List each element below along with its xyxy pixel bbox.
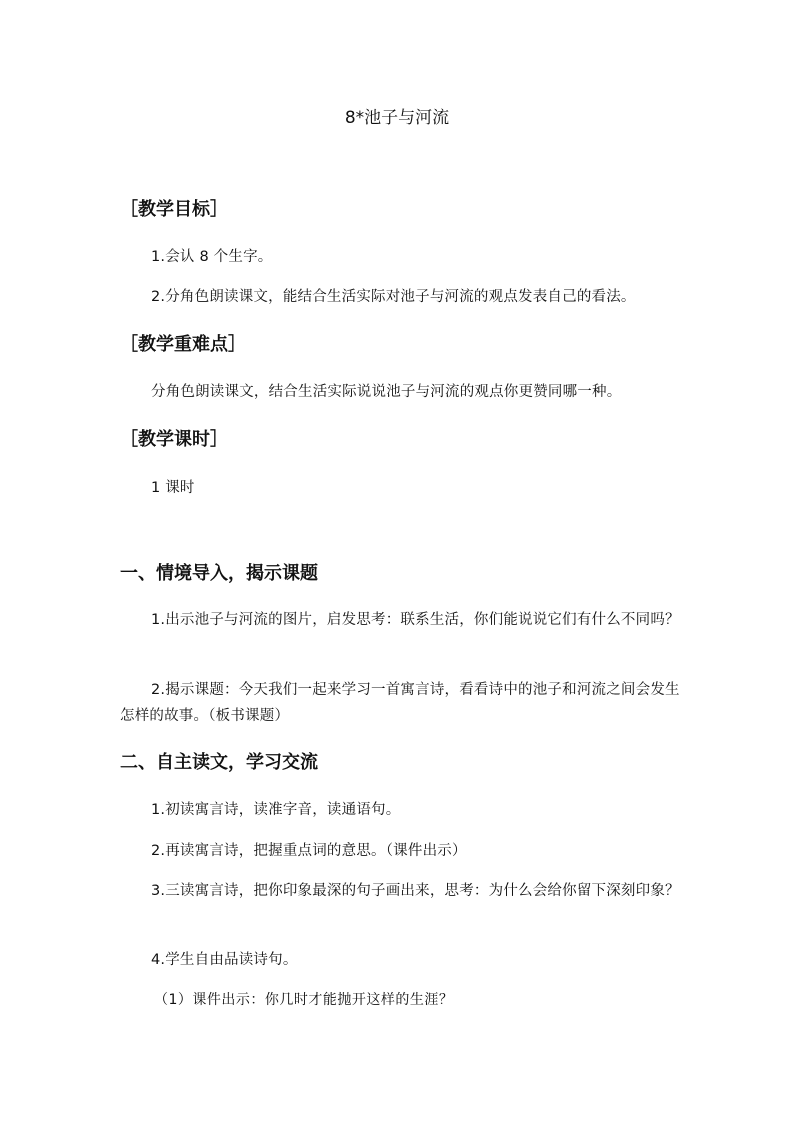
section-2-item-3: 3.三读寓言诗，把你印象最深的句子画出来，思考：为什么会给你留下深刻印象？ (151, 883, 680, 899)
class-hours-heading: ［教学课时］ (120, 429, 228, 450)
section-2-item-2: 2.再读寓言诗，把握重点词的意思。（课件出示） (151, 843, 467, 859)
section-1-heading: 一、情境导入，揭示课题 (120, 563, 318, 584)
section-1-item-1: 1.出示池子与河流的图片，启发思考：联系生活，你们能说说它们有什么不同吗？ (151, 612, 680, 628)
section-2-heading: 二、自主读文，学习交流 (120, 752, 318, 773)
objective-item-1: 1.会认 8 个生字。 (151, 249, 273, 265)
section-2-item-4: 4.学生自由品读诗句。 (151, 952, 298, 968)
key-points-text: 分角色朗读课文，结合生活实际说说池子与河流的观点你更赞同哪一种。 (151, 384, 622, 400)
document-title: 8*池子与河流 (344, 108, 450, 128)
class-hours-text: 1 课时 (151, 480, 195, 496)
section-2-sub-item: （1）课件出示：你几时才能抛开这样的生涯？ (154, 992, 454, 1008)
section-1-item-2: 2.揭示课题：今天我们一起来学习一首寓言诗，看看诗中的池子和河流之间会发生怎样的故事。（板书课题） (120, 682, 680, 724)
objectives-heading: ［教学目标］ (120, 199, 228, 220)
objective-item-2: 2.分角色朗读课文，能结合生活实际对池子与河流的观点发表自己的看法。 (151, 289, 636, 305)
key-points-heading: ［教学重难点］ (120, 334, 246, 355)
section-2-item-1: 1.初读寓言诗，读准字音，读通语句。 (151, 802, 401, 818)
